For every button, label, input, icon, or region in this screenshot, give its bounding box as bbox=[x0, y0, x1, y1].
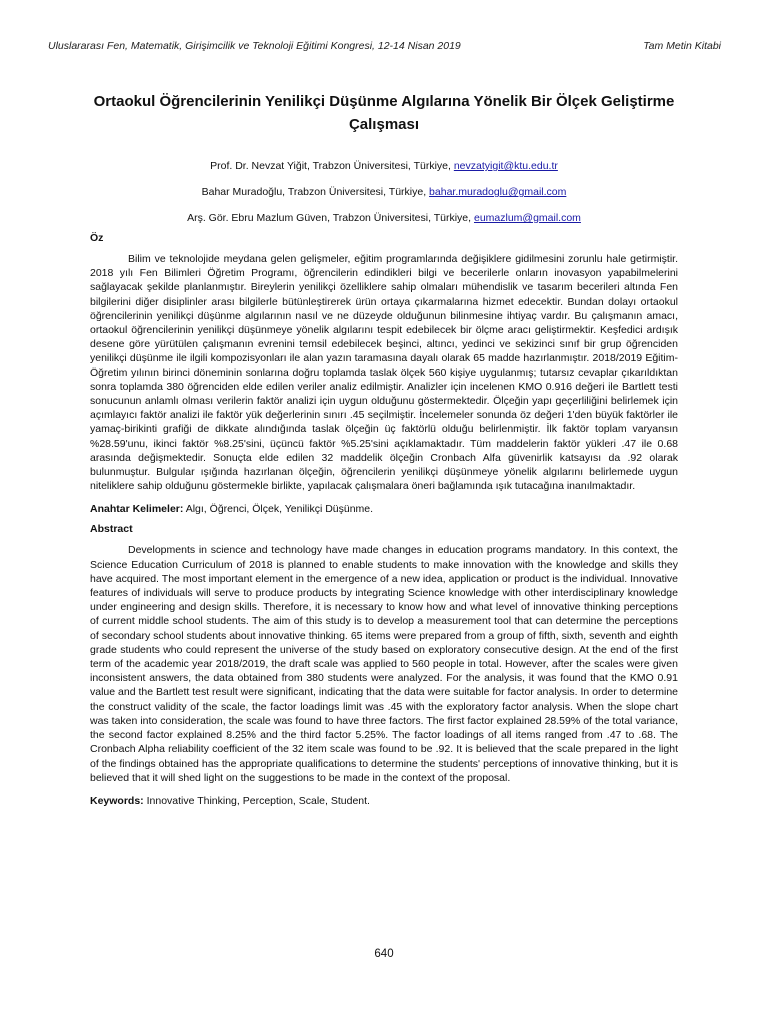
author-email-link[interactable]: eumazlum@gmail.com bbox=[473, 212, 581, 224]
author-email-link[interactable]: bahar.muradoglu@gmail.com bbox=[429, 186, 567, 198]
oz-heading: Öz bbox=[90, 232, 104, 244]
author-line-2 bbox=[90, 180, 678, 204]
keywords-tr-text: Algı, Öğrenci, Ölçek, Yenilikçi Düşünme. bbox=[185, 503, 374, 516]
keywords-en-text: Innovative Thinking, Perception, Scale, Student. bbox=[146, 794, 370, 807]
book-label: Tam Metin Kitabi bbox=[643, 40, 721, 52]
author-line-3 bbox=[90, 206, 678, 230]
keywords-en bbox=[90, 795, 678, 807]
page-number: 640 bbox=[374, 948, 394, 960]
author-affiliation: Prof. Dr. Nevzat Yiğit, Trabzon Üniversitesi, Türkiye, bbox=[210, 160, 451, 172]
abstract-paragraph: Developments in science and technology have made changes in education programs mandatory. In this context, the Science Education Curriculum of 2018 is planned to enable students to make innovation with the knowledge and skills they have acquired. The most important element in the emergence of a new idea, application or product is the individual. Innovative features of individuals will serve to produce products by integrating Science knowledge with other interdisciplinary knowledge under engineering and design skills. Therefore, it is necessary to know how and what level of innovative thinking perceptions of current middle school students. The aim of this study is to develop a measurement tool that can determine the perceptions of secondary school students about innovative thinking. 65 items were prepared from a group of fifth, sixth, seventh and eighth grade students who could represent the universe of the study based on exploratory consecutive design. At the end of the first term of the academic year 2018/2019, the draft scale was applied to 560 people in total. However, after the scales were given inconsistent answers, the data obtained from 380 students were analyzed. For the analysis, it was found that the KMO 0.91 value and the Bartlett test result were significant, indicating that the data were suitable for factor analysis. In order to determine the construct validity of the scale, the factor loadings limit was .45 with the exploratory factor analysis. When the slope chart was taken into consideration, the scale was found to have three factors. The first factor explained 28.59% of the total variance, the second factor explained 8.25% and the third factor 5.25%. The factor loadings of all items ranged from .47 to .68. The Cronbach Alpha reliability coefficient of the 32 item scale was found to be .92. It is believed that the scale prepared in the light of the findings obtained has the appropriate qualifications to determine the students' perceptions of innovative thinking, but it is believed that it will shed light on the suggestions to be made in the context of the proposal. bbox=[90, 544, 678, 784]
oz-paragraph: Bilim ve teknolojide meydana gelen gelişmeler, eğitim programlarında değişiklere gidilmesini zorunlu hale getirmiştir. 2018 yılı Fen Bilimleri Öğretim Programı, öğrencilerin edindikleri bilgi ve becerilerle onların inovasyon yapabilmelerini sağlayacak şekilde planlanmıştır. Bireylerin yenilikçi özelliklere sahip olmaları mühendislik ve tasarım becerileri altında Fen bilgilerini diğer disiplinler arası bilgilerle bütünleştirerek ürün ortaya çıkarmalarına hizmet edecektir. Bundan dolayı ortaokul öğrencilerinin yenilikçi düşünme algılarının nasıl ve ne düzeyde olduğunun bilinmesine ihtiyaç vardır. Bu çalışmanın amacı, ortaokul öğrencilerinin yenilikçi düşünmeye yönelik algılarını tespit edebilecek bir ölçme aracı geliştirmektir. Keşfedici ardışık desene göre yürütülen çalışmanın evrenini temsil edebilecek beşinci, altıncı, yedinci ve sekizinci sınıf bir grup öğrenciden yenilikçi düşünme ile ilgili kompozisyonları ile alan yazın taramasına dayalı olarak 65 madde hazırlanmıştır. 2018/2019 Eğitim-Öğretim yılının birinci döneminin sonlarına doğru toplamda taslak ölçek 560 kişiye uygulanmış; tutarsız cevaplar çıkarıldıktan sonra toplamda 380 öğrenciden elde edilen veriler analiz edilmiştir. Analizler için incelenen KMO 0.916 değeri ile Bartlett testi sonucunun anlamlı olması verilerin faktör analizi için uygun olduğunu göstermektedir. Ölçeğin yapı geçerliliğini belirlemek için açımlayıcı faktör analizi ile faktör yük değerlerinin sınırı .45 seçilmiştir. İncelemeler sonunda öz değeri 1'den büyük faktörler ile yamaç-birikinti grafiği de dikkate alındığında taslak ölçeğin üç faktörlü olduğu belirlenmiştir. İlk faktör toplam varyansın %28.59'unu, ikinci faktör %8.25'sini, üçüncü faktör %5.25'sini açıklamaktadır. Tüm maddelerin faktör yükleri .47 ile 0.68 arasında değişmektedir. Sonuçta elde edilen 32 maddelik ölçeğin Cronbach Alfa güvenirlik katsayısı da .92 olarak bulunmuştur. Bulgular ışığında hazırlanan ölçeğin, öğrencilerin yenilikçi düşünmeye yönelik algılarını belirlemede uygun niteliklere sahip olduğunu göstermekle birlikte, yapılacak çalışmalara öneri bağlamında ışık tutacağına inanılmaktadır. bbox=[90, 253, 678, 493]
author-line-1 bbox=[90, 154, 678, 178]
abstract-heading: Abstract bbox=[90, 523, 133, 536]
keywords-tr bbox=[90, 503, 678, 515]
paper-title: Ortaokul Öğrencilerinin Yenilikçi Düşünme Algılarına Yönelik Bir Ölçek Geliştirme Çalışması bbox=[93, 93, 675, 133]
author-email-link[interactable]: nevzatyigit@ktu.edu.tr bbox=[453, 160, 558, 172]
keywords-en-label: Keywords: bbox=[90, 794, 144, 807]
author-affiliation: Arş. Gör. Ebru Mazlum Güven, Trabzon Üniversitesi, Türkiye, bbox=[187, 212, 472, 224]
author-affiliation: Bahar Muradoğlu, Trabzon Üniversitesi, Türkiye, bbox=[201, 186, 427, 198]
conference-name: Uluslararası Fen, Matematik, Girişimcilik ve Teknoloji Eğitimi Kongresi, 12-14 Nisan 2019 bbox=[48, 40, 461, 52]
running-header bbox=[48, 40, 721, 52]
keywords-tr-label: Anahtar Kelimeler: bbox=[90, 503, 184, 516]
